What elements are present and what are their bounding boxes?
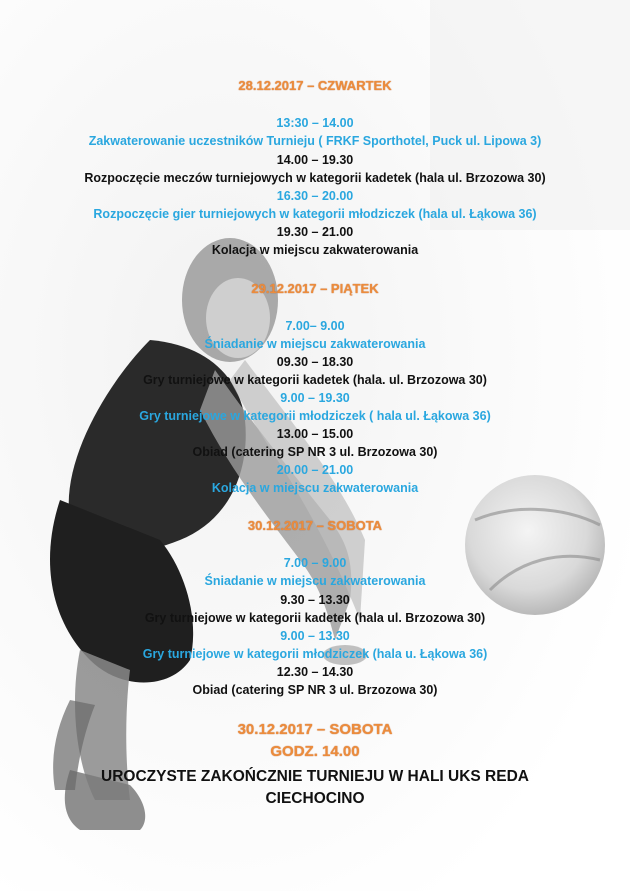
day2-entry-5-time: 20.00 – 21.00 (276, 463, 354, 477)
day3-entry-4-text: Obiad (catering SP NR 3 ul. Brzozowa 30) (192, 683, 438, 697)
day1-entry-3-time: 16.30 – 20.00 (276, 189, 354, 203)
day3-entry-3-text: Gry turniejowe w kategorii młodziczek (hala u. Łąkowa 36) (142, 647, 488, 661)
day2-entry-1-text: Śniadanie w miejscu zakwaterowania (204, 337, 426, 351)
day1-header: 28.12.2017 – CZWARTEK (238, 78, 392, 93)
day3-header: 30.12.2017 – SOBOTA (247, 518, 383, 533)
day2-entry-3-text: Gry turniejowe w kategorii młodziczek ( hala ul. Łąkowa 36) (139, 409, 491, 423)
day2-header: 29.12.2017 – PIĄTEK (251, 281, 379, 296)
day2-entry-4-text: Obiad (catering SP NR 3 ul. Brzozowa 30) (192, 445, 438, 459)
day1-entry-4-text: Kolacja w miejscu zakwaterowania (211, 243, 419, 257)
day1-entry-1-text: Zakwaterowanie uczestników Turnieju ( FRKF Sporthotel, Puck ul. Lipowa 3) (88, 134, 542, 148)
day1-entry-2-time: 14.00 – 19.30 (276, 153, 354, 167)
day1-entry-3-text: Rozpoczęcie gier turniejowych w kategorii młodziczek (hala ul. Łąkowa 36) (93, 207, 537, 221)
day2-entry-2-text: Gry turniejowe w kategorii kadetek (hala. ul. Brzozowa 30) (143, 373, 487, 387)
day2-entry-5-text: Kolacja w miejscu zakwaterowania (211, 481, 419, 495)
day1-entry-2-text: Rozpoczęcie meczów turniejowych w kategorii kadetek (hala ul. Brzozowa 30) (84, 171, 546, 185)
day3-entry-2-text: Gry turniejowe w kategorii kadetek (hala ul. Brzozowa 30) (144, 611, 486, 625)
day3-entry-1-time: 7.00 – 9.00 (283, 556, 347, 570)
day1-entry-1-time: 13:30 – 14.00 (276, 116, 354, 130)
closing-line-2: CIECHOCINO (265, 790, 365, 807)
day2-entry-4-time: 13.00 – 15.00 (276, 427, 354, 441)
day1-entry-4-time: 19.30 – 21.00 (276, 225, 354, 239)
day2-entry-3-time: 9.00 – 19.30 (280, 391, 350, 405)
closing-time: GODZ. 14.00 (270, 743, 360, 760)
closing-header: 30.12.2017 – SOBOTA (237, 721, 393, 738)
day3-entry-3-time: 9.00 – 13.30 (280, 629, 350, 643)
day3-entry-2-time: 9.30 – 13.30 (280, 593, 350, 607)
day2-entry-2-time: 09.30 – 18.30 (276, 355, 354, 369)
day3-entry-1-text: Śniadanie w miejscu zakwaterowania (204, 574, 426, 588)
closing-line-1: UROCZYSTE ZAKOŃCZNIE TURNIEJU W HALI UKS REDA (101, 768, 529, 785)
day3-entry-4-time: 12.30 – 14.30 (276, 665, 354, 679)
day2-entry-1-time: 7.00– 9.00 (285, 319, 345, 333)
